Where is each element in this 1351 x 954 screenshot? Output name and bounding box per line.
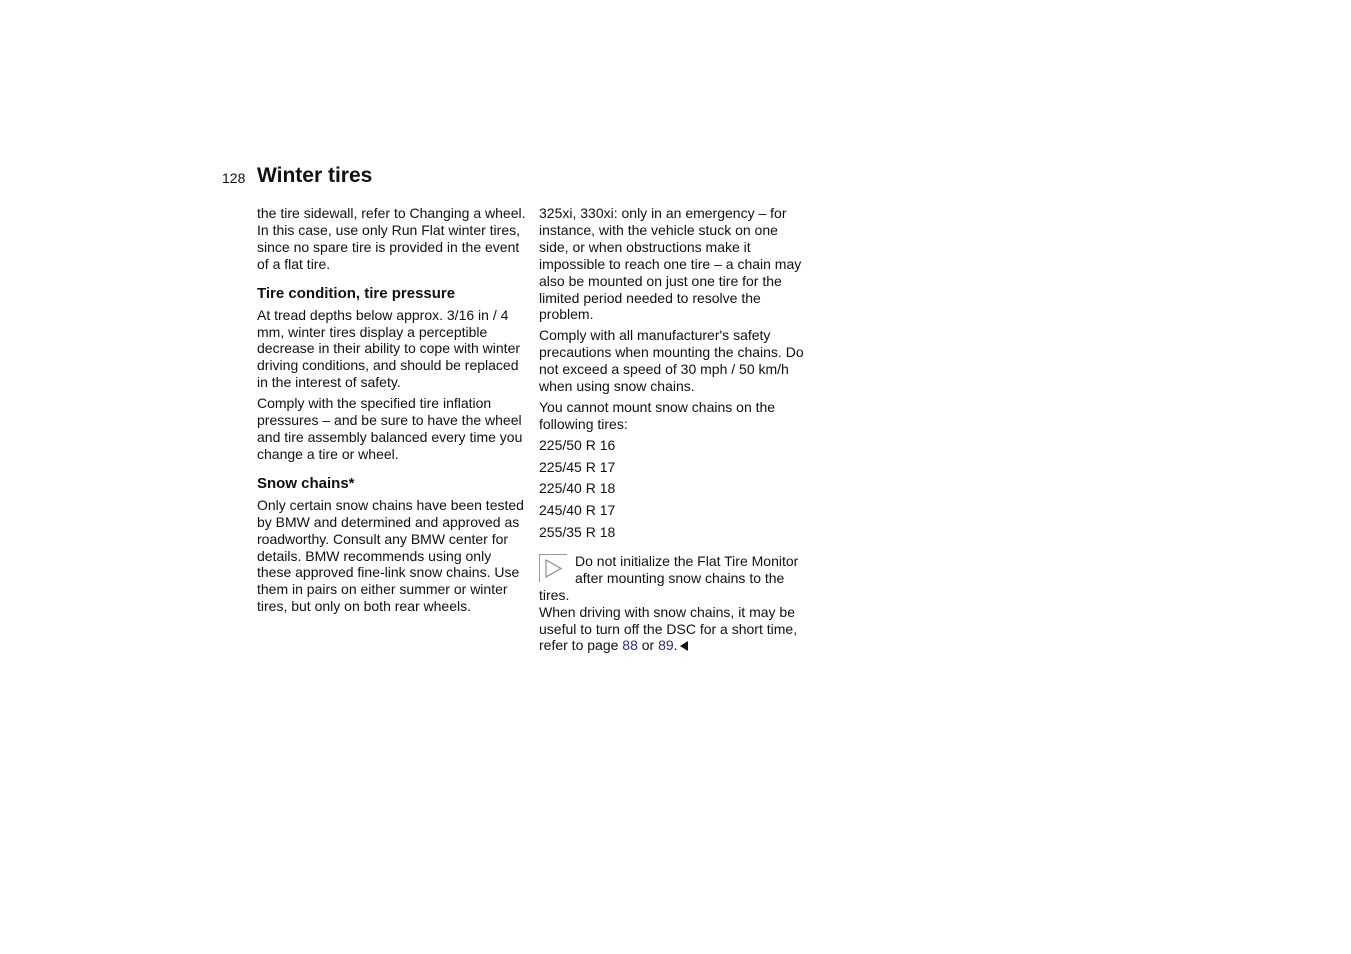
tread-depth-paragraph: At tread depths below approx. 3/16 in / 4 mm, winter tires display a perceptible decrease in their ability to cope with winter driving conditions, and should be replaced in the interest of safety. [257, 306, 521, 391]
intro-paragraph: the tire sidewall, refer to Changing a wheel. In this case, use only Run Flat winter tires, since no spare tire is provided in the event of a flat tire. [257, 205, 526, 272]
right-column [539, 205, 811, 654]
note-box [539, 553, 811, 654]
snow-chains-paragraph: Only certain snow chains have been tested by BMW and determined and approved as roadworthy. Consult any BMW center for details. BMW recommends using only these approved fine-link snow chains. Use them in pairs on either summer or winter tires, but only on both rear wheels. [257, 496, 524, 615]
list-item: 255/35 R 18 [539, 523, 616, 540]
note-dsc-text-start: When driving with snow chains, it may be useful to turn off the DSC for a short time, refer to page [539, 603, 798, 654]
emergency-paragraph: 325xi, 330xi: only in an emergency – for instance, with the vehicle stuck on one side, or when obstructions make it impossible to reach one tire – a chain may also be mounted on just one tire for the limited period needed to resolve the problem. [539, 205, 802, 323]
tire-list-intro: You cannot mount snow chains on the following tires: [539, 398, 776, 432]
inflation-paragraph: Comply with the specified tire inflation pressures – and be sure to have the wheel and tire assembly balanced every time you change a tire or wheel. [257, 395, 523, 462]
list-item: 225/45 R 17 [539, 458, 616, 475]
page-number: 128 [222, 170, 246, 186]
note-flat-tire-text: Do not initialize the Flat Tire Monitor after mounting snow chains to the tires. [539, 552, 799, 603]
snow-chains-heading: Snow chains* [257, 474, 355, 492]
note-triangle-icon [539, 554, 567, 582]
tire-condition-heading: Tire condition, tire pressure [257, 284, 456, 302]
left-column [257, 205, 529, 619]
note-dsc-text [539, 604, 811, 655]
page-link-88[interactable]: 88 [622, 637, 638, 654]
note-dsc-text-middle: or [637, 637, 659, 654]
list-item: 225/40 R 18 [539, 480, 616, 497]
note-dsc-text-end: . [673, 637, 678, 654]
safety-paragraph: Comply with all manufacturer's safety precautions when mounting the chains. Do not exceed a speed of 30 mph / 50 km/h when using snow chains. [539, 327, 804, 395]
end-mark-icon [680, 641, 688, 651]
tire-list [539, 437, 811, 541]
page-link-89[interactable]: 89 [658, 637, 674, 654]
list-item: 245/40 R 17 [539, 502, 616, 519]
list-item: 225/50 R 16 [539, 436, 616, 453]
page-title: Winter tires [257, 164, 373, 187]
